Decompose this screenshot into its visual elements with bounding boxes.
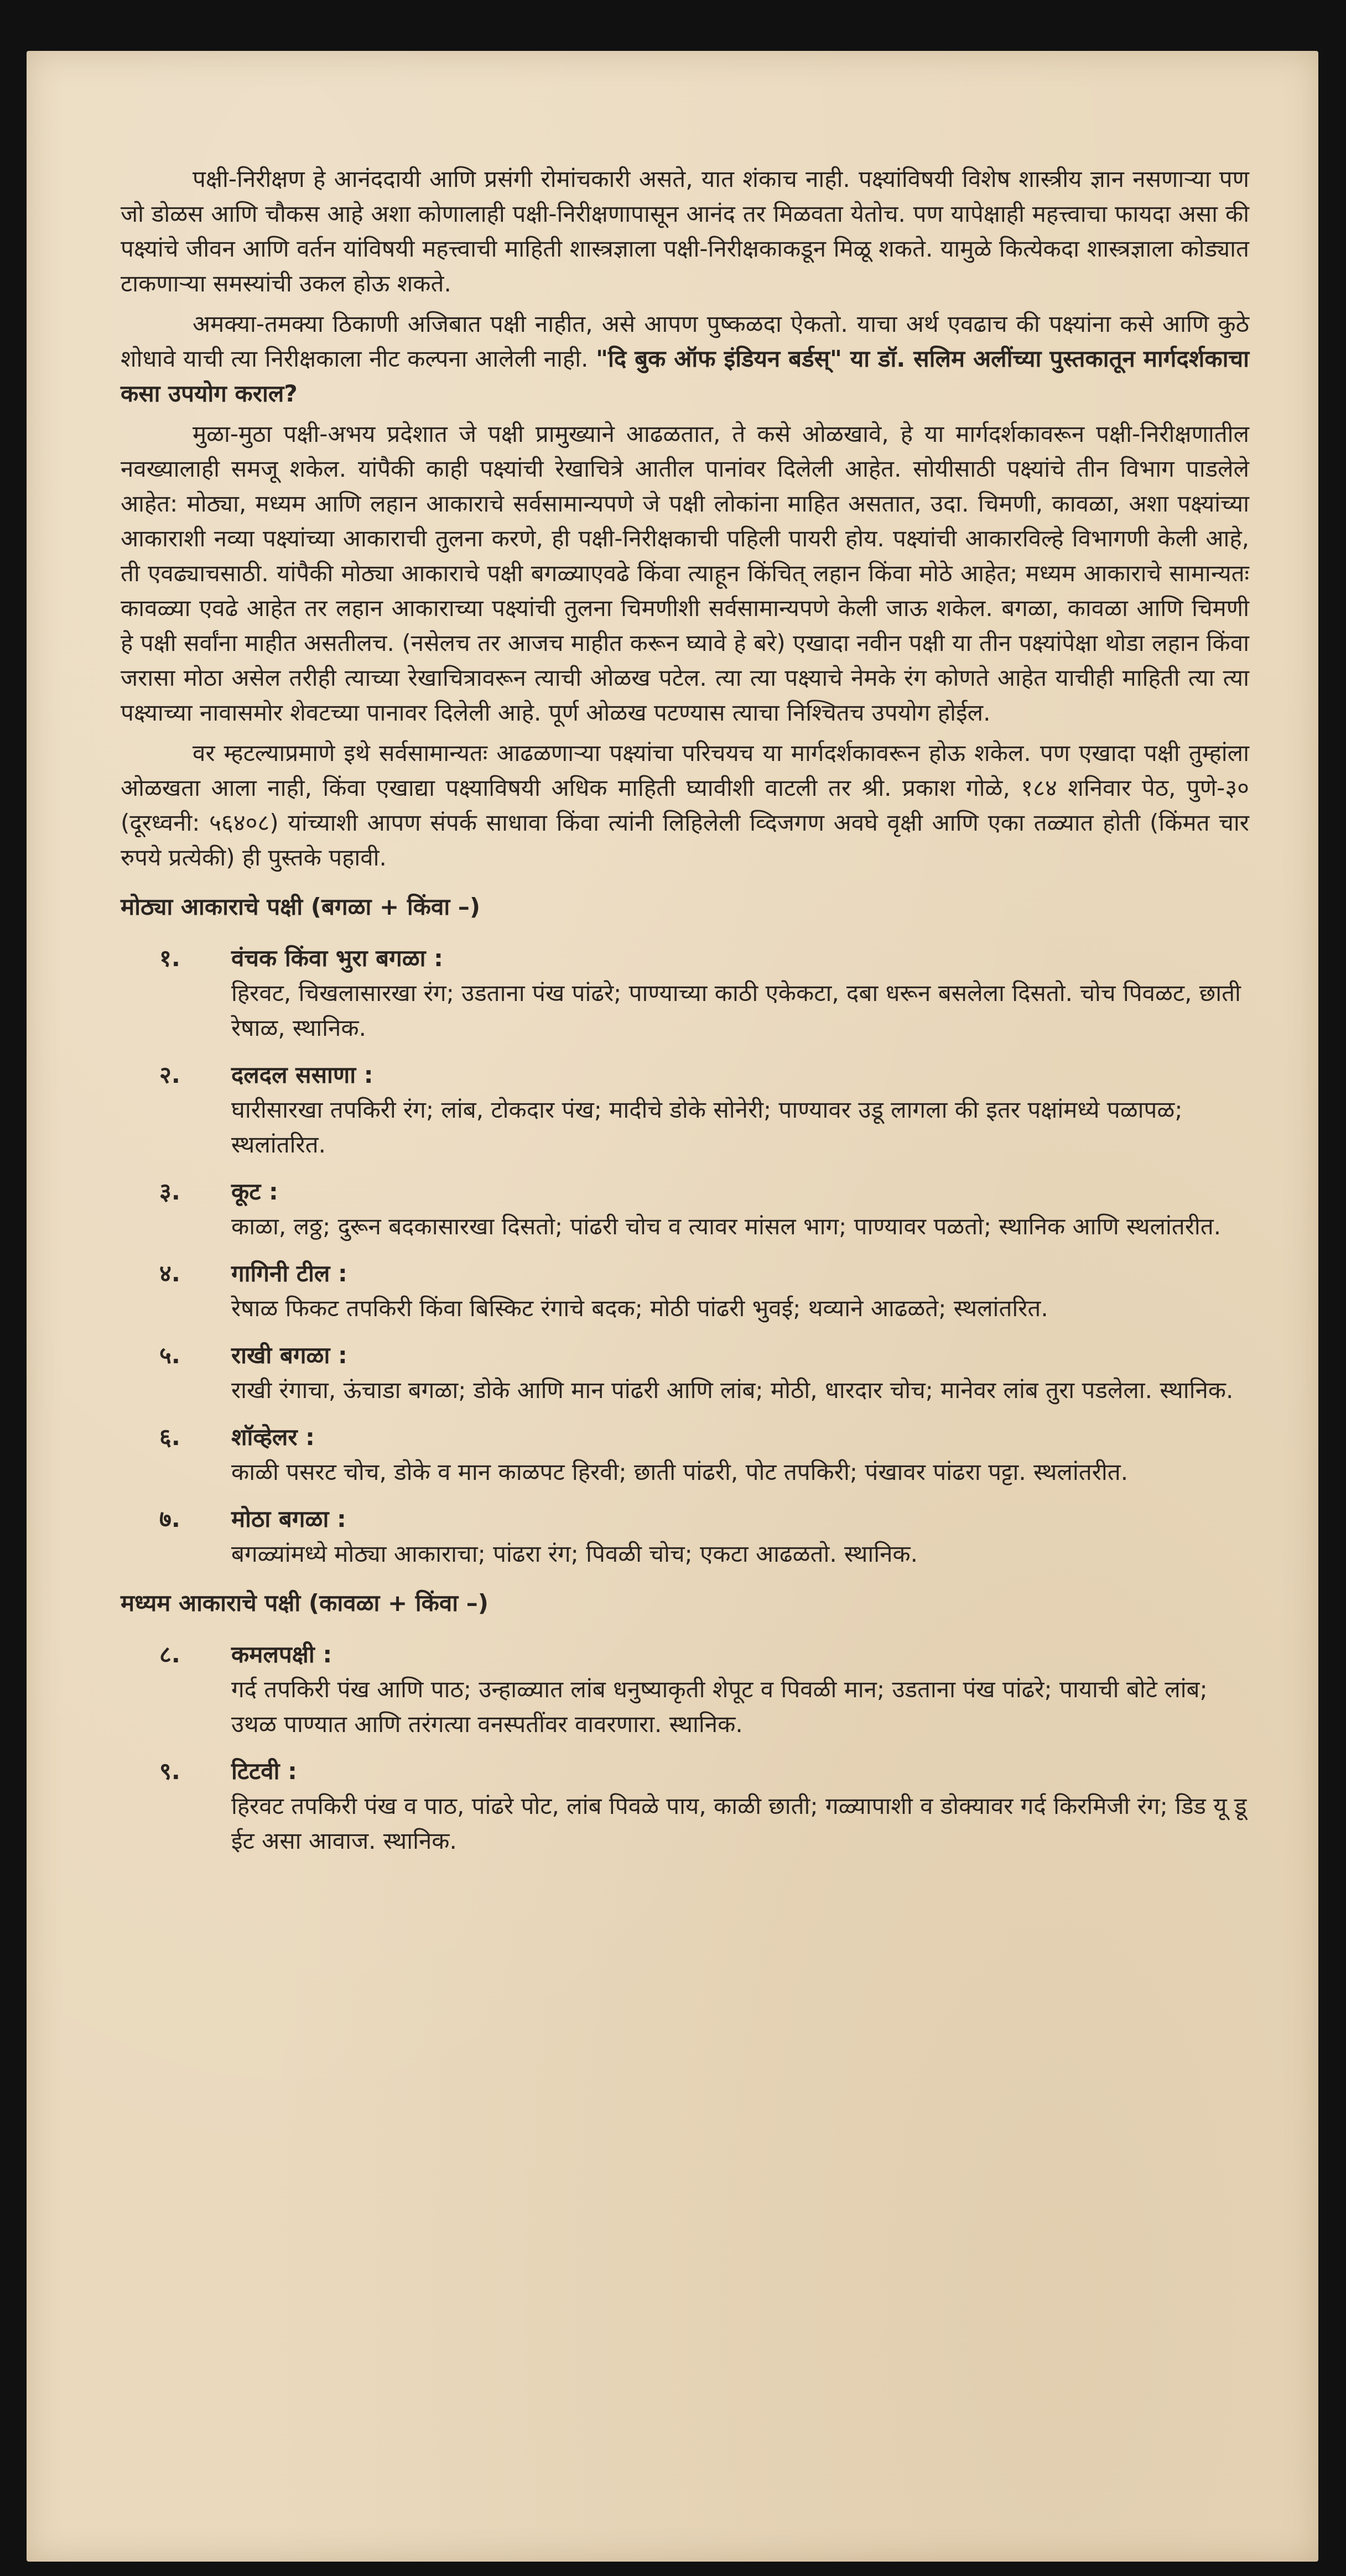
bird-name: कूट : — [231, 1178, 278, 1205]
intro-paragraph-2-text: अमक्या-तमक्या ठिकाणी अजिबात पक्षी नाहीत, असे आपण पुष्कळदा ऐकतो. याचा अर्थ एवढाच की पक्ष्यांना कसे आणि कुठे शोधावे याची त्या निरीक्षकाला नीट कल्पना आलेली नाही. — [121, 310, 1249, 372]
bird-entry — [159, 1174, 1249, 1244]
intro-paragraph-1: पक्षी-निरीक्षण हे आनंददायी आणि प्रसंगी रोमांचकारी असते, यात शंकाच नाही. पक्ष्यांविषयी विशेष शास्त्रीय ज्ञान नसणाऱ्या पण जो डोळस आणि चौकस आहे अशा कोणालाही पक्षी-निरीक्षणापासून आनंद तर मिळवता येतोच. पण यापेक्षाही महत्त्वाचा फायदा असा की पक्ष्यांचे जीवन आणि वर्तन यांविषयी महत्त्वाची माहिती शास्त्रज्ञाला पक्षी-निरीक्षकाकडून मिळू शकते. यामुळे कित्येकदा शास्त्रज्ञाला कोड्यात टाकणाऱ्या समस्यांची उकल होऊ शकते. — [121, 165, 1249, 297]
intro-paragraph-2 — [121, 306, 1249, 411]
bird-name: कमलपक्षी : — [231, 1641, 332, 1668]
bird-entry — [159, 941, 1249, 1045]
bird-entry — [159, 1256, 1249, 1326]
bird-entry — [159, 1501, 1249, 1571]
bird-entry — [159, 1420, 1249, 1489]
entry-number: ५. — [159, 1342, 180, 1369]
bird-name: दलदल ससाणा : — [231, 1061, 373, 1088]
intro-paragraph-4: वर म्हटल्याप्रमाणे इथे सर्वसामान्यतः आढळणाऱ्या पक्ष्यांचा परिचयच या मार्गदर्शकावरून होऊ शकेल. पण एखादा पक्षी तुम्हांला ओळखता आला नाही, किंवा एखाद्या पक्ष्याविषयी अधिक माहिती घ्यावीशी वाटली तर श्री. प्रकाश गोळे, १८४ शनिवार पेठ, पुणे-३० (दूरध्वनी: ५६४०८) यांच्याशी आपण संपर्क साधावा किंवा त्यांनी लिहिलेली व्दिजगण अवघे वृक्षी आणि एका तळ्यात होती (किंमत चार रुपये प्रत्येकी) ही पुस्तके पहावी. — [121, 739, 1249, 871]
bird-description: बगळ्यांमध्ये मोठ्या आकाराचा; पांढरा रंग; पिवळी चोच; एकटा आढळतो. स्थानिक. — [231, 1540, 918, 1567]
entry-number: ६. — [159, 1423, 180, 1451]
guide-usage-question: "दि बुक ऑफ इंडियन बर्डस्" या डॉ. सलिम अलींच्या पुस्तकातून मार्गदर्शकाचा कसा उपयोग कराल? — [121, 345, 1250, 407]
bird-name: गागिनी टील : — [231, 1260, 347, 1287]
bird-entry — [159, 1754, 1249, 1858]
bird-description: हिरवट तपकिरी पंख व पाठ, पांढरे पोट, लांब पिवळे पाय, काळी छाती; गळ्यापाशी व डोक्यावर गर्द किरमिजी रंग; डिड यू डू ईट असा आवाज. स्थानिक. — [231, 1792, 1247, 1854]
page-content — [121, 161, 1249, 1870]
leaflet-page — [27, 51, 1318, 2562]
bird-description: काळी पसरट चोच, डोके व मान काळपट हिरवी; छाती पांढरी, पोट तपकिरी; पंखावर पांढरा पट्टा. स्थलांतरीत. — [231, 1458, 1129, 1485]
entry-number: ४. — [159, 1260, 180, 1287]
bird-name: टिटवी : — [231, 1758, 297, 1785]
entry-number: १. — [159, 945, 180, 972]
bird-description: राखी रंगाचा, ऊंचाडा बगळा; डोके आणि मान पांढरी आणि लांब; मोठी, धारदार चोच; मानेवर लांब तुरा पडलेला. स्थानिक. — [231, 1376, 1234, 1404]
bird-name: वंचक किंवा भुरा बगळा : — [231, 945, 443, 972]
bird-description: गर्द तपकिरी पंख आणि पाठ; उन्हाळ्यात लांब धनुष्याकृती शेपूट व पिवळी मान; उडताना पंख पांढरे; पायाची बोटे लांब; उथळ पाण्यात आणि तरंगत्या वनस्पतींवर वावरणारा. स्थानिक. — [231, 1676, 1208, 1738]
bird-description: हिरवट, चिखलासारखा रंग; उडताना पंख पांढरे; पाण्याच्या काठी एकेकटा, दबा धरून बसलेला दिसतो. चोच पिवळट, छाती रेषाळ, स्थानिक. — [231, 979, 1241, 1041]
bird-entry — [159, 1637, 1249, 1741]
large-birds-list — [121, 941, 1249, 1571]
bird-name: मोठा बगळा : — [231, 1505, 346, 1532]
bird-description: काळा, लठ्ठ; दुरून बदकासारखा दिसतो; पांढरी चोच व त्यावर मांसल भाग; पाण्यावर पळतो; स्थानिक आणि स्थलांतरीत. — [231, 1213, 1222, 1240]
bird-name: शॉव्हेलर : — [231, 1423, 315, 1451]
bird-entry — [159, 1057, 1249, 1162]
entry-number: ८. — [159, 1641, 180, 1668]
bird-entry — [159, 1338, 1249, 1407]
medium-birds-list — [121, 1637, 1249, 1858]
entry-number: ७. — [159, 1505, 180, 1532]
bird-name: राखी बगळा : — [231, 1342, 347, 1369]
entry-number: ३. — [159, 1178, 180, 1205]
entry-number: २. — [159, 1061, 180, 1088]
medium-birds-heading: मध्यम आकाराचे पक्षी (कावळा + किंवा –) — [121, 1589, 488, 1616]
large-birds-heading: मोठ्या आकाराचे पक्षी (बगळा + किंवा –) — [121, 893, 481, 920]
intro-paragraph-3: मुळा-मुठा पक्षी-अभय प्रदेशात जे पक्षी प्रामुख्याने आढळतात, ते कसे ओळखावे, हे या मार्गदर्शकावरून पक्षी-निरीक्षणातील नवख्यालाही समजू शकेल. यांपैकी काही पक्ष्यांची रेखाचित्रे आतील पानांवर दिलेली आहेत. सोयीसाठी पक्ष्यांचे तीन विभाग पाडलेले आहेत: मोठ्या, मध्यम आणि लहान आकाराचे सर्वसामान्यपणे जे पक्षी लोकांना माहित असतात, उदा. चिमणी, कावळा, अशा पक्ष्यांच्या आकाराशी नव्या पक्ष्यांच्या आकाराची तुलना करणे, ही पक्षी-निरीक्षकाची पहिली पायरी होय. पक्ष्यांची आकारविल्हे विभागणी केली आहे, ती एवढ्याचसाठी. यांपैकी मोठ्या आकाराचे पक्षी बगळ्याएवढे किंवा त्याहून किंचित् लहान किंवा मोठे आहेत; मध्यम आकाराचे सामान्यतः कावळ्या एवढे आहेत तर लहान आकाराच्या पक्ष्यांची तुलना चिमणीशी सर्वसामान्यपणे केली जाऊ शकेल. बगळा, कावळा आणि चिमणी हे पक्षी सर्वांना माहीत असतीलच. (नसेलच तर आजच माहीत करून घ्यावे हे बरे) एखादा नवीन पक्षी या तीन पक्ष्यांपेक्षा थोडा लहान किंवा जरासा मोठा असेल तरीही त्याच्या रेखाचित्रावरून त्याची ओळख पटेल. त्या त्या पक्ष्याचे नेमके रंग कोणते आहेत याचीही माहिती त्या त्या पक्ष्याच्या नावासमोर शेवटच्या पानावर दिलेली आहे. पूर्ण ओळख पटण्यास त्याचा निश्चितच उपयोग होईल. — [121, 420, 1249, 726]
bird-description: रेषाळ फिकट तपकिरी किंवा बिस्किट रंगाचे बदक; मोठी पांढरी भुवई; थव्याने आढळते; स्थलांतरित. — [231, 1295, 1048, 1322]
bird-description: घारीसारखा तपकिरी रंग; लांब, टोकदार पंख; मादीचे डोके सोनेरी; पाण्यावर उडू लागला की इतर पक्षांमध्ये पळापळ; स्थलांतरित. — [231, 1096, 1183, 1158]
entry-number: ९. — [159, 1758, 180, 1785]
